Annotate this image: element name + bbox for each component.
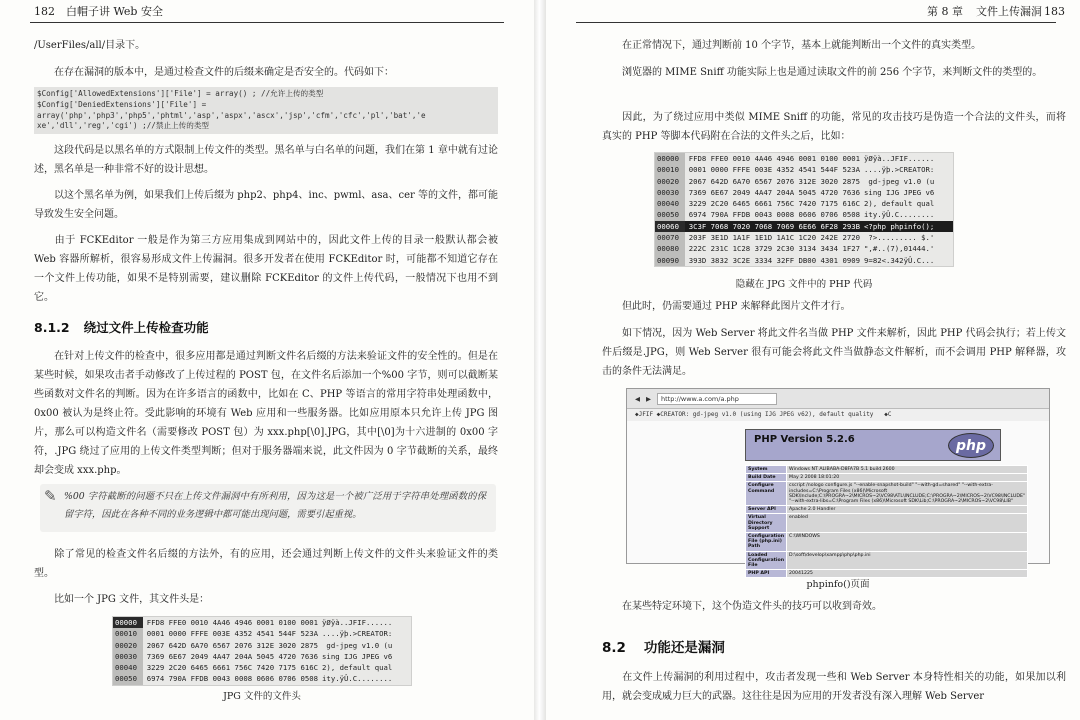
phpinfo-key: Virtual Directory Support: [746, 514, 787, 533]
hex-bytes: 0001 0000 FFFE 003E 4352 4541 544F 523A: [146, 629, 319, 639]
right-page-number: 183: [1044, 5, 1065, 18]
code-block: $Config['AllowedExtensions']['File'] = array() ; //允许上传的类型 $Config['DeniedExtensions']['File'] = array('php','php3','php5','phtml','asp','aspx','ascx','jsp','cfm','cfc','pl','bat','e xe','dll','reg','cgi') ;//禁止上传的类型: [34, 87, 498, 134]
hex-ascii: 2), default qual: [864, 199, 935, 209]
book-gutter: [534, 0, 546, 720]
hex-bytes: 222C 231C 1C28 3729 2C30 3134 3434 1F27: [688, 244, 861, 254]
left-paragraph-8: 比如一个 JPG 文件，其文件头是：: [54, 594, 210, 605]
phpinfo-value: 20041225: [787, 570, 1028, 578]
hex-ascii: 9=82<.342ÿÛ.C...: [864, 255, 935, 265]
hex-row: [655, 198, 953, 209]
hex-offset: 00030: [113, 651, 143, 662]
hex-ascii: <?php phpinfo();: [860, 221, 953, 232]
hex-ascii: gd-jpeg v1.0 (u: [322, 640, 393, 650]
hex-offset: 00080: [655, 243, 685, 254]
note-box: ✎ %00 字符截断的问题不只在上传文件漏洞中有所利用，因为这是一个被广泛用于字符串处理函数的保留字符，因此在各种不同的业务逻辑中都可能出现问题，需要引起重视。: [40, 484, 496, 532]
phpinfo-value: May 2 2008 18:01:20: [787, 474, 1028, 482]
hex-row: [655, 209, 953, 220]
hex-bytes: 2067 642D 6A70 6567 2076 312E 3020 2875: [146, 640, 319, 650]
hex-row: [655, 176, 953, 187]
hex-bytes: 6974 790A FFDB 0043 0008 0606 0706 0508: [146, 674, 319, 684]
left-page-number: 182: [34, 5, 55, 18]
hex-offset: 00000: [655, 153, 685, 164]
hex-ascii: ÿØÿà..JFIF......: [322, 618, 393, 627]
hex-bytes: 6974 790A FFDB 0043 0008 0606 0706 0508: [688, 210, 861, 220]
phpinfo-key: Build Date: [746, 474, 787, 482]
hex-offset: 00030: [655, 187, 685, 198]
hex-row: [113, 640, 411, 651]
phpinfo-key: PHP API: [746, 570, 787, 578]
left-header-rule: [30, 22, 504, 23]
phpinfo-value: enabled: [787, 514, 1028, 533]
section-heading-8-1-2: 8.1.2 绕过文件上传检查功能: [34, 320, 209, 335]
phpinfo-value: Apache 2.0 Handler: [787, 506, 1028, 514]
left-figure-caption: JPG 文件的文件头: [223, 691, 301, 702]
right-paragraph-2: 浏览器的 MIME Sniff 功能实际上也是通过读取文件的前 256 个字节，来判断文件的类型的。: [622, 67, 1043, 78]
right-paragraph-1: 在正常情况下，通过判断前 10 个字节，基本上就能判断出一个文件的真实类型。: [622, 40, 982, 51]
hex-ascii: 2), default qual: [322, 663, 393, 673]
hex-offset: 00090: [655, 255, 685, 266]
phpinfo-key: Server API: [746, 506, 787, 514]
left-page: [0, 0, 534, 720]
hex-dump-hidden-php: [654, 152, 954, 267]
hex-row: [655, 243, 953, 254]
hex-row: [113, 651, 411, 662]
hex-offset: 00050: [655, 209, 685, 220]
hex-offset: 00010: [113, 628, 143, 639]
hex-ascii: ",#..(7),01444.': [864, 244, 935, 254]
phpinfo-row: [746, 533, 1028, 552]
phpinfo-row: [746, 514, 1028, 533]
hex-row: [655, 232, 953, 243]
hex-ascii: ....ÿþ.>CREATOR:: [322, 629, 393, 639]
hex-bytes: 3229 2C20 6465 6661 756C 7420 7175 616C: [688, 199, 861, 209]
hex-ascii: ÿØÿà..JFIF......: [864, 154, 935, 163]
right-chapter: 第 8 章: [927, 5, 963, 18]
phpinfo-value: Windows NT ALIBABA-D8FA7B 5.1 build 2600: [787, 466, 1028, 474]
hex-bytes: 7369 6E67 2049 4A47 204A 5045 4720 7636: [146, 651, 319, 661]
hex-dump-jpg-header: [112, 616, 412, 686]
hex-bytes: FFD8 FFE0 0010 4A46 4946 0001 0100 0001: [146, 618, 319, 627]
left-paragraph-7: 除了常见的检查文件名后缀的方法外，有的应用，还会通过判断上传文件的文件头来验证文件的类型。: [34, 549, 498, 579]
right-paragraph-5: 如下情况，因为 Web Server 将此文件名当做 PHP 文件来解析，因此 PHP 代码会执行；若上传文件后缀是.JPG，则 Web Server 很有可能会将此文件当做静态文件解析，而不会调用 PHP 解释器，攻击的条件无法满足。: [602, 328, 1066, 377]
hex-ascii: sing IJG JPEG v6: [864, 187, 935, 197]
left-paragraph-3: 这段代码是以黑名单的方式限制上传文件的类型。黑名单与白名单的问题，我们在第 1 章中就有过论述，黑名单是一种非常不好的设计思想。: [34, 145, 498, 175]
hex-offset: 00060: [655, 221, 685, 232]
hex-offset: 00070: [655, 232, 685, 243]
hex-bytes: 7369 6E67 2049 4A47 204A 5045 4720 7636: [688, 187, 861, 197]
left-paragraph-6: 在针对上传文件的检查中，很多应用都是通过判断文件名后缀的方法来验证文件的安全性的。但是在某些时候，如果攻击者手动修改了上传过程的 POST 包，在文件名后添加一个%00 字节，则可以截断某些函数对文件名的判断。因为在许多语言的函数中，比如在 C、PHP 等语言的常用字符串处理函数中，0x00 被认为是终止符。受此影响的环境有 Web 应用和一些服务器。比如应用原本只允许上传 JPG 图片，那么可以构造文件名（需要修改 POST 包）为 xxx.php[\0].JPG，其中[\0]为十六进制的 0x00 字符，.JPG 绕过了应用的上传文件类型判断；但对于服务器端来说，此文件因为 0 字节截断的关系，最终却会变成 xxx.php。: [34, 351, 498, 476]
address-bar: http://www.a.com/a.php: [657, 393, 777, 405]
phpinfo-row: [746, 482, 1028, 506]
hex-bytes: 0001 0000 FFFE 003E 4352 4541 544F 523A: [688, 165, 861, 175]
right-paragraph-3: 因此，为了绕过应用中类似 MIME Sniff 的功能，常见的攻击技巧是伪造一个合法的文件头，而将真实的 PHP 等脚本代码附在合法的文件头之后，比如：: [602, 112, 1066, 142]
hex-ascii: gd-jpeg v1.0 (u: [864, 176, 935, 186]
right-paragraph-7: 在文件上传漏洞的利用过程中，攻击者发现一些和 Web Server 本身特性相关的功能，如果加以利用，就会变成威力巨大的武器。这往往是因为应用的开发者没有深入理解 Web Server: [602, 672, 1066, 702]
phpinfo-row: [746, 466, 1028, 474]
forward-icon: ▶: [646, 394, 651, 403]
hex-offset: 00010: [655, 164, 685, 175]
phpinfo-key: System: [746, 466, 787, 474]
hex-ascii: sing IJG JPEG v6: [322, 651, 393, 661]
php-version: PHP Version 5.2.6: [754, 434, 855, 445]
right-header-rule: [576, 22, 1056, 23]
phpinfo-key: Loaded Configuration File: [746, 551, 787, 570]
hex-ascii: ....ÿþ.>CREATOR:: [864, 165, 935, 175]
phpinfo-value: D:\soft\develop\xampp\php\php.ini: [787, 551, 1028, 570]
phpinfo-row: [746, 551, 1028, 570]
hex-row: [113, 662, 411, 673]
hex-bytes: 3229 2C20 6465 6661 756C 7420 7175 616C: [146, 663, 319, 673]
hex-offset: 00040: [655, 198, 685, 209]
hex-bytes: 393D 3832 3C2E 3334 32FF DB00 4301 0909: [688, 255, 861, 265]
phpinfo-value: cscript /nologo configure.js "--enable-snapshot-build" "--with-gd=shared" "--with-extra-includes=C:\Program Files (x86)\Microsoft SDK\Include;C:\PROGRA~2\MICROS~2\VC98\ATL\INCLUDE;C:\PROGRA~2\MICROS~2\VC98\INCLUDE" "--with-extra-libs=C:\Program Files (x86)\Microsoft SDK\Lib;C:\PROGRA~2\MICROS~2\VC98\LIB": [787, 482, 1028, 506]
phpinfo-key: Configuration File (php.ini) Path: [746, 533, 787, 552]
hex-offset: 00040: [113, 662, 143, 673]
left-paragraph-2: 在存在漏洞的版本中，是通过检查文件的后缀来确定是否安全的。代码如下：: [54, 67, 394, 78]
hex-offset: 00050: [113, 673, 143, 684]
hex-row: [655, 164, 953, 175]
right-paragraph-6: 在某些特定环境下，这个伪造文件头的技巧可以收到奇效。: [622, 601, 882, 612]
hex-row: [113, 673, 411, 684]
left-book-title: 白帽子讲 Web 安全: [66, 5, 163, 18]
hex-row: [655, 153, 953, 164]
hex-offset: 00020: [655, 176, 685, 187]
hex-row: [655, 255, 953, 266]
hex-bytes: 203F 3E1D 1A1F 1E1D 1A1C 1C20 242E 2720: [688, 233, 861, 243]
hex-offset: 00000: [113, 617, 143, 628]
phpinfo-screenshot: [626, 388, 1050, 577]
hex-ascii: ity.ÿÛ.C........: [322, 674, 393, 684]
section-heading-8-2: 8.2 功能还是漏洞: [602, 640, 725, 656]
browser-toolbar: [627, 389, 1049, 409]
pen-icon: ✎: [44, 487, 57, 505]
left-paragraph-5: 由于 FCKEditor 一般是作为第三方应用集成到网站中的，因此文件上传的目录一般默认都会被 Web 容器所解析，很容易形成文件上传漏洞。很多开发者在使用 FCKEditor 时，可能都不知道它存在一个文件上传功能，如果不是特别需要，建议删除 FCKEditor 的文件上传代码，一般情况下也用不到它。: [34, 235, 498, 303]
right-paragraph-4: 但此时，仍需要通过 PHP 来解释此图片文件才行。: [622, 301, 851, 312]
hex-ascii: ?>......... $.': [864, 233, 935, 243]
left-paragraph-4: 以这个黑名单为例，如果我们上传后缀为 php2、php4、inc、pwml、asa、cer 等的文件，都可能导致发生安全问题。: [34, 190, 498, 220]
garbled-jpeg-text: ◆JFIF ◆CREATOR: gd-jpeg v1.0 (using IJG JPEG v62), default quality ◆C: [627, 409, 1049, 421]
hex-row: [655, 187, 953, 198]
hex-bytes: 3C3F 7068 7020 7068 7069 6E66 6F28 293B: [685, 221, 860, 232]
hex-bytes: FFD8 FFE0 0010 4A46 4946 0001 0100 0001: [688, 154, 861, 163]
left-paragraph-1: /UserFiles/all/目录下。: [34, 40, 146, 51]
hex-row: [113, 628, 411, 639]
hex-ascii: ity.ÿÛ.C........: [864, 210, 935, 220]
php-logo: php: [948, 433, 994, 458]
phpinfo-table: [745, 465, 1028, 578]
phpinfo-value: C:\WINDOWS: [787, 533, 1028, 552]
right-chapter-title: 文件上传漏洞: [976, 5, 1042, 18]
right-page: [546, 0, 1080, 720]
hex-bytes: 2067 642D 6A70 6567 2076 312E 3020 2875: [688, 176, 861, 186]
phpinfo-key: Configure Command: [746, 482, 787, 506]
php-version-banner: [745, 429, 1001, 461]
phpinfo-row: [746, 474, 1028, 482]
right-figure-caption-2: phpinfo()页面: [806, 579, 870, 590]
hex-row: [113, 617, 411, 628]
back-icon: ◀: [635, 394, 640, 403]
hex-offset: 00020: [113, 640, 143, 651]
right-figure-caption-1: 隐藏在 JPG 文件中的 PHP 代码: [735, 279, 873, 290]
phpinfo-row: [746, 506, 1028, 514]
hex-row: [655, 221, 953, 232]
